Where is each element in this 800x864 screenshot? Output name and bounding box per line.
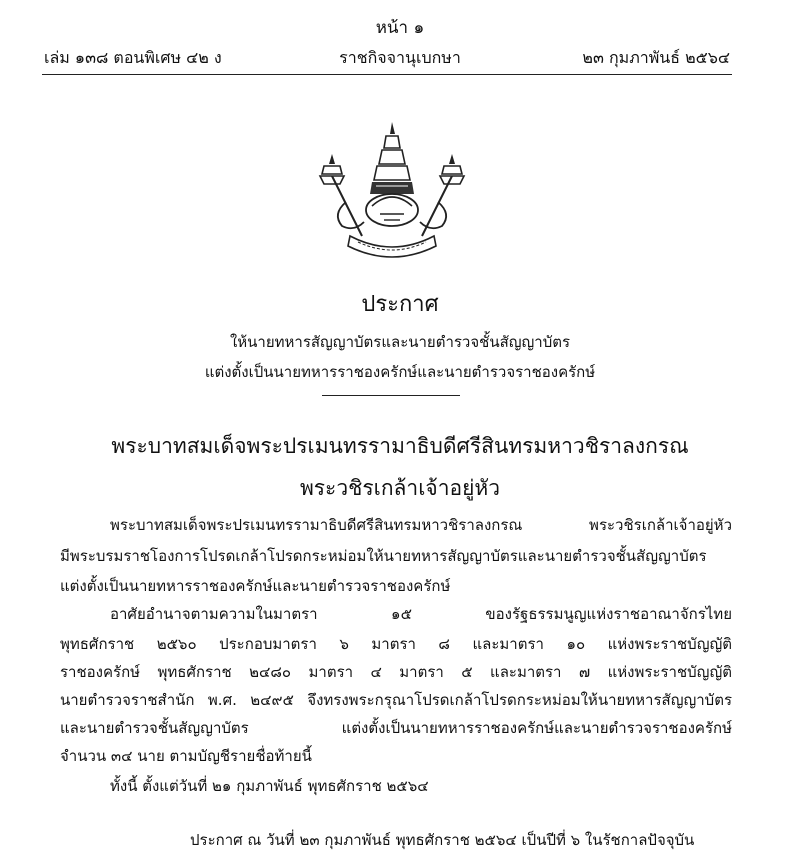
body-line: และนายตำรวจชั้นสัญญาบัตร แต่งตั้งเป็นนายทหารราชองครักษ์และนายตำรวจราชองครักษ์: [60, 719, 732, 737]
king-name: พระวชิรเกล้าเจ้าอยู่หัว: [299, 476, 501, 500]
header-divider: [42, 74, 732, 75]
publication-date: ๒๓ กุมภาพันธ์ ๒๕๖๔: [582, 48, 730, 67]
body-line: นายตำรวจราชสำนัก พ.ศ. ๒๔๙๕ จึงทรงพระกรุณาโปรดเกล้าโปรดกระหม่อมให้นายทหารสัญญาบัตร: [60, 691, 732, 709]
body-line: แต่งตั้งเป็นนายทหารราชองครักษ์และนายตำรวจราชองครักษ์: [60, 577, 451, 595]
king-name: พระบาทสมเด็จพระปรเมนทรรามาธิบดีศรีสินทรมหาวชิราลงกรณ: [111, 434, 689, 458]
announcement-subtitle: แต่งตั้งเป็นนายทหารราชองครักษ์และนายตำรวจราชองครักษ์: [204, 363, 596, 381]
body-line: อาศัยอำนาจตามความในมาตรา ๑๕ ของรัฐธรรมนูญแห่งราชอาณาจักรไทย: [110, 605, 732, 623]
body-line: ทั้งนี้ ตั้งแต่วันที่ ๒๑ กุมภาพันธ์ พุทธศักราช ๒๕๖๔: [110, 777, 429, 795]
body-line: ราชองครักษ์ พุทธศักราช ๒๔๘๐ มาตรา ๔ มาตรา ๕ และมาตรา ๗ แห่งพระราชบัญญัติ: [60, 663, 732, 681]
body-line: จำนวน ๓๔ นาย ตามบัญชีรายชื่อท้ายนี้: [60, 747, 312, 765]
volume-issue: เล่ม ๑๓๘ ตอนพิเศษ ๔๒ ง: [44, 48, 222, 67]
body-line: พุทธศักราช ๒๕๖๐ ประกอบมาตรา ๖ มาตรา ๘ และมาตรา ๑๐ แห่งพระราชบัญญัติ: [60, 635, 732, 653]
royal-emblem-icon: [302, 118, 482, 264]
body-line: พระบาทสมเด็จพระปรเมนทรรามาธิบดีศรีสินทรมหาวชิราลงกรณ พระวชิรเกล้าเจ้าอยู่หัว: [110, 516, 732, 534]
page-number: หน้า ๑: [375, 18, 425, 38]
body-line: มีพระบรมราชโองการโปรดเกล้าโปรดกระหม่อมให้นายทหารสัญญาบัตรและนายตำรวจชั้นสัญญาบัตร: [60, 547, 707, 565]
gazette-name: ราชกิจจานุเบกษา: [339, 48, 461, 67]
title-divider: [322, 395, 460, 396]
given-date-line: ประกาศ ณ วันที่ ๒๓ กุมภาพันธ์ พุทธศักราช ๒๕๖๔ เป็นปีที่ ๖ ในรัชกาลปัจจุบัน: [190, 831, 695, 849]
announcement-title: ประกาศ: [361, 292, 439, 317]
announcement-subtitle: ให้นายทหารสัญญาบัตรและนายตำรวจชั้นสัญญาบัตร: [229, 333, 571, 351]
